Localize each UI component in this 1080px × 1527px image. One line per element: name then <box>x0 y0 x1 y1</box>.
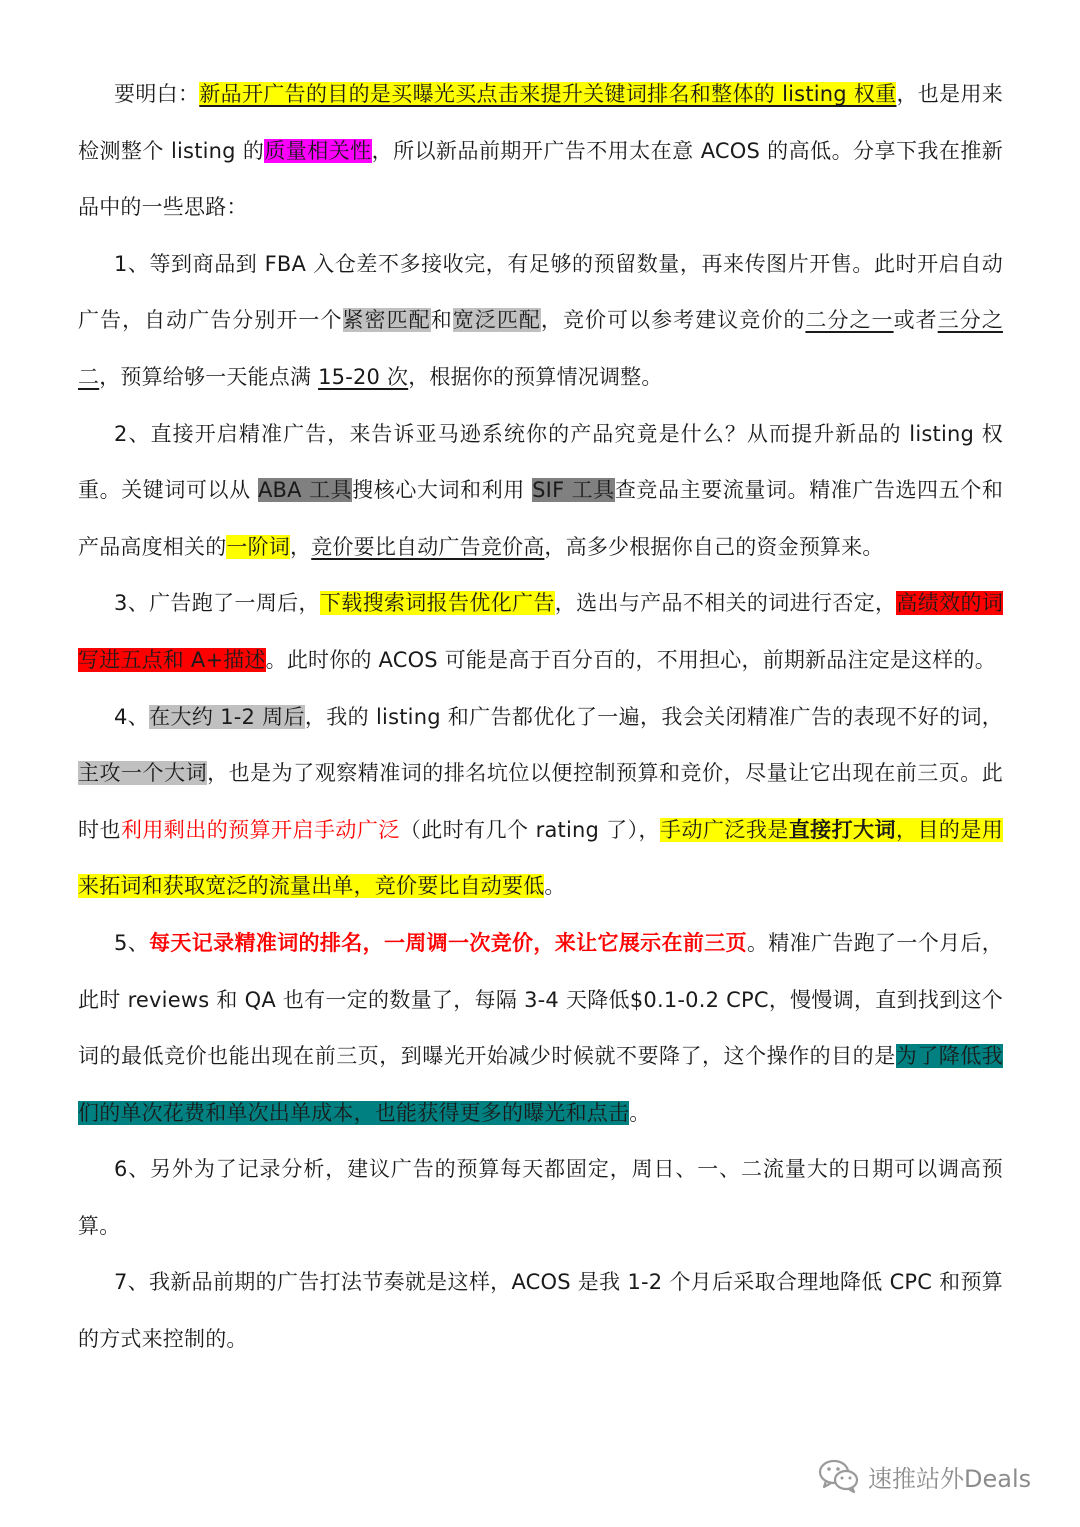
text-run: ，目的是用来拓词和获取宽泛的流量出单，竞价要比自动要低 <box>78 817 1004 899</box>
text-run: ，根据你的预算情况调整。 <box>408 364 663 389</box>
paragraph-3 <box>78 406 1003 576</box>
text-run: ，我的 listing 和广告都优化了一遍，我会关闭精准广告的表现不好的词， <box>304 704 1004 729</box>
text-run: 查竞品主要流量词。精准广告选四五个和产品高度相关的 <box>78 478 1004 559</box>
paragraph-5 <box>78 689 1003 915</box>
paragraph-2 <box>78 236 1003 406</box>
text-run: 一阶词 <box>226 534 291 559</box>
text-run: 要明白： <box>114 82 200 106</box>
paragraph-8 <box>78 1254 1003 1367</box>
text-run: 宽泛匹配 <box>452 308 541 333</box>
text-run: ，竞价可以参考建议竞价的 <box>540 308 806 333</box>
watermark <box>818 1458 1031 1494</box>
text-run: 。精准广告跑了一个月后，此时 reviews 和 QA 也有一定的数量了，每隔 3-4 天降低$0.1-0.2 CPC，慢慢调，直到找到这个词的最低竞价也能出现在前三页，到曝光开始减少时候就不要降了，这个操作的目的是 <box>78 930 1004 1069</box>
text-run: 主攻一个大词 <box>78 761 208 786</box>
text-run: ，高多少根据你自己的资金预算来。 <box>544 534 884 559</box>
text-run: 紧密匹配 <box>342 308 431 333</box>
text-run: （此时有几个 rating 了）， <box>399 817 661 842</box>
watermark-text: 速推站外Deals <box>868 1464 1032 1493</box>
text-run: 6、另外为了记录分析，建议广告的预算每天都固定，周日、一、二流量大的日期可以调高预算。 <box>78 1157 1003 1238</box>
text-run: 二分之一 <box>805 308 894 333</box>
text-run: ，也是为了观察精准词的排名坑位以便控制预算和竞价，尽量让它出现在前三页。此时也 <box>78 761 1003 842</box>
text-run: 4、 <box>114 704 150 729</box>
text-run: 为了降低我们的单次花费和单次出单成本，也能获得更多的曝光和点击 <box>78 1044 1003 1125</box>
text-run: 15-20 次 <box>318 364 409 389</box>
text-run: 5、 <box>114 930 150 955</box>
text-run: 。此时你的 ACOS 可能是高于百分百的，不用担心，前期新品注定是这样的。 <box>265 647 996 672</box>
text-run: 和 <box>430 308 453 333</box>
paragraph-4 <box>78 575 1003 688</box>
text-run: ，也是用来检测整个 listing 的 <box>78 82 1003 163</box>
text-run: 质量相关性 <box>264 138 372 163</box>
text-run: 2、直接开启精准广告，来告诉亚马逊系统你的产品究竟是什么？从而提升新品的 listing 权重。关键词可以从 <box>78 421 1003 503</box>
text-run: 。 <box>544 874 566 899</box>
text-run: 3、广告跑了一周后， <box>114 591 320 616</box>
text-run: 高绩效的词写进五点和 A+描述 <box>78 591 1004 672</box>
paragraph-6 <box>78 915 1003 1141</box>
text-run: ABA 工具 <box>257 478 353 503</box>
text-run: ，选出与产品不相关的词进行否定， <box>554 591 897 616</box>
text-run: 下载搜索词报告优化广告 <box>319 591 555 616</box>
text-run: 竞价要比自动广告竞价高 <box>311 534 545 559</box>
article-body <box>78 66 1003 1368</box>
text-run: 手动广泛我是 <box>660 817 789 842</box>
text-run: 三分之二 <box>78 308 1003 389</box>
text-run: ，预算给够一天能点满 <box>99 364 319 389</box>
paragraph-1 <box>78 66 1003 236</box>
text-run: SIF 工具 <box>532 478 615 503</box>
text-run: 搜核心大词和利用 <box>352 478 533 503</box>
wechat-icon <box>818 1458 860 1494</box>
text-run: 新品开广告的目的是买曝光买点击来提升关键词排名和整体的 listing 权重 <box>199 82 897 106</box>
text-run: 1、等到商品到 FBA 入仓差不多接收完，有足够的预留数量，再来传图片开售。此时开启自动广告，自动广告分别开一个 <box>78 251 1003 333</box>
text-run: 利用剩出的预算开启手动广泛 <box>120 817 400 842</box>
text-run: ，所以新品前期开广告不用太在意 ACOS 的高低。分享下我在推新品中的一些思路： <box>78 138 1004 220</box>
text-run: 。 <box>629 1100 651 1125</box>
text-run: 直接打大词 <box>788 817 896 842</box>
text-run: ， <box>290 534 312 559</box>
text-run: 7、我新品前期的广告打法节奏就是这样，ACOS 是我 1-2 个月后采取合理地降低 CPC 和预算的方式来控制的。 <box>78 1270 1003 1352</box>
text-run: 或者 <box>893 308 938 333</box>
text-run: 每天记录精准词的排名，一周调一次竞价，来让它展示在前三页 <box>149 930 747 955</box>
text-run: 在大约 1-2 周后 <box>149 704 305 729</box>
paragraph-7 <box>78 1141 1003 1254</box>
